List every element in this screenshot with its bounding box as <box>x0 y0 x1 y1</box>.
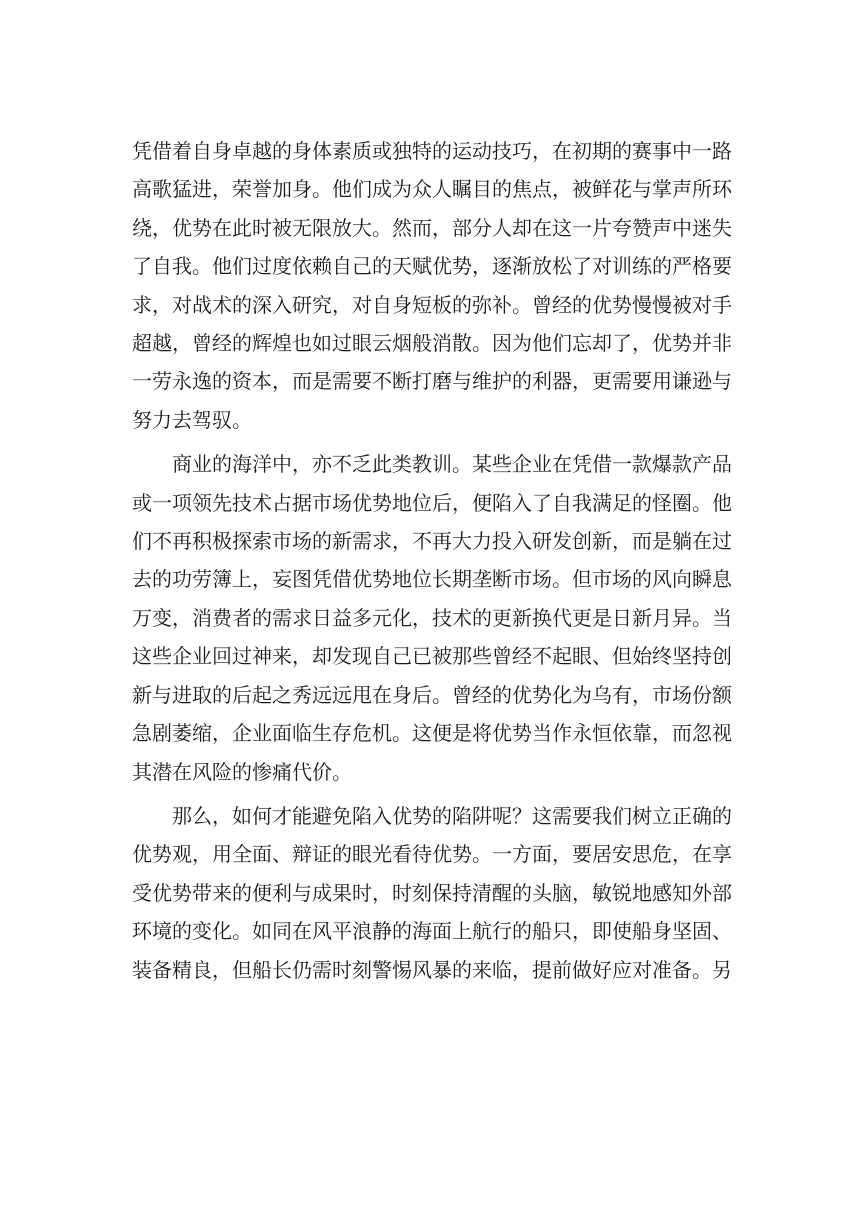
document-body <box>132 132 732 989</box>
paragraph-business-lesson: 商业的海洋中，亦不乏此类教训。某些企业在凭借一款爆款产品或一项领先技术占据市场优势地位后，便陷入了自我满足的怪圈。他们不再积极探索市场的新需求，不再大力投入研发创新，而是躺在过去的功劳簿上，妄图凭借优势地位长期垄断市场。但市场的风向瞬息万变，消费者的需求日益多元化，技术的更新换代更是日新月异。当这些企业回过神来，却发现自己已被那些曾经不起眼、但始终坚持创新与进取的后起之秀远远甩在身后。曾经的优势化为乌有，市场份额急剧萎缩，企业面临生存危机。这便是将优势当作永恒依靠，而忽视其潜在风险的惨痛代价。 <box>132 452 732 784</box>
paragraph-continuation: 凭借着自身卓越的身体素质或独特的运动技巧，在初期的赛事中一路高歌猛进，荣誉加身。他们成为众人瞩目的焦点，被鲜花与掌声所环绕，优势在此时被无限放大。然而，部分人却在这一片夸赞声中迷失了自我。他们过度依赖自己的天赋优势，逐渐放松了对训练的严格要求，对战术的深入研究，对自身短板的弥补。曾经的优势慢慢被对手超越，曾经的辉煌也如过眼云烟般消散。因为他们忘却了，优势并非一劳永逸的资本，而是需要不断打磨与维护的利器，更需要用谦逊与努力去驾驭。 <box>132 139 732 432</box>
paragraph-avoid-trap: 那么，如何才能避免陷入优势的陷阱呢？这需要我们树立正确的优势观，用全面、辩证的眼光看待优势。一方面，要居安思危，在享受优势带来的便利与成果时，时刻保持清醒的头脑，敏锐地感知外部环境的变化。如同在风平浪静的海面上航行的船只，即使船身坚固、装备精良，但船长仍需时刻警惕风暴的来临，提前做好应对准备。另 <box>132 803 732 982</box>
